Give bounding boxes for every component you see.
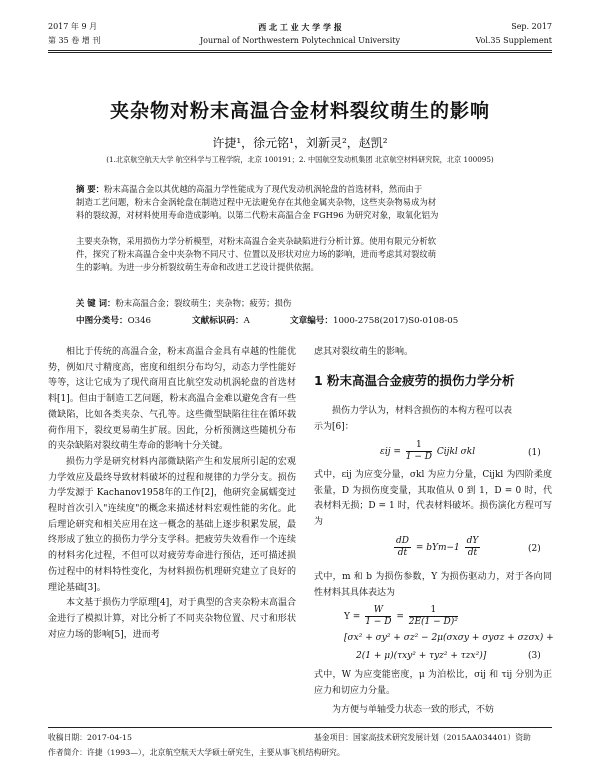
- equation-2-number: (2): [528, 544, 541, 554]
- left-column: [48, 345, 296, 643]
- abstract-line-6: 生的影响。为进一步分析裂纹萌生寿命和改进工艺设计提供依据。: [76, 262, 319, 272]
- keywords-label: 关 键 词：: [76, 298, 116, 308]
- header-date-left: 2017 年 9 月: [48, 22, 98, 31]
- abstract-line-1: 摘 要：粉末高温合金以其优越的高温力学性能成为了现代发动机涡轮盘的首选材料，然而由于: [76, 184, 423, 194]
- header-rule-bottom: [48, 52, 552, 53]
- intro-paragraph-3: 本文基于损伤力学原理[4]，对于典型的含夹杂粉末高温合金进行了模拟计算，对比分析了不同夹杂物位置、尺寸和形状对应力场的影响[5]，进而考: [48, 598, 296, 640]
- abstract-line-2: 制造工艺问题，粉末合金涡轮盘在制造过程中无法避免存在其他金属夹杂物，这些夹杂物易成为材: [76, 197, 437, 207]
- footnote-rule: [48, 727, 552, 728]
- equation-1: εij = $\frac{1}{1 - D}$ Cijkl σkl: [380, 440, 476, 462]
- intro-paragraph-1: 相比于传统的高温合金，粉末高温合金具有卓越的性能优势，例如尺寸精度高，密度和组织分布均匀，动态力学性能好等等，这让它成为了现代商用直比航空发动机涡轮盘的首选材料[1]。但由于制造工艺问题，粉末高温合金难以避免含有一些微缺陷，比如各类夹杂、气孔等。这些微型缺陷往往在循环载荷作用下，裂纹更易萌生扩展。因此，分析预测这些随机分布的夹杂缺陷对裂纹萌生寿命的影响十分关键。: [48, 347, 296, 452]
- right-column-last-line: 为方便与单轴受力状态一致的形式，不妨: [332, 705, 495, 715]
- header-volume-left: 第 35 卷 增 刊: [48, 36, 101, 45]
- paper-authors: 许捷¹，徐元铭¹，刘新灵²，赵凯²: [212, 136, 388, 150]
- header-journal-en: Journal of Northwestern Polytechnical University: [199, 36, 401, 45]
- abstract-line-5: 件，探究了粉末高温合金中夹杂物不同尺寸、位置以及形状对应力场的影响，进而考虑其对裂纹萌: [76, 249, 437, 259]
- intro-paragraph-2: 损伤力学是研究材料内部微缺陷产生和发展所引起的宏观力学效应及最终导致材料破坏的过程和规律的力学分支。损伤力学发源于 Kachanov1958年的工作[2]，他研究金属蠕变过程时首次引入"连续度"的概念来描述材料宏观性能的劣化。此后理论研究和相关应用在这一概念的基础上逐步积累发展，最终形成了独立的损伤力学分支学科。把疲劳失效看作一个连续的材料劣化过程，不但可以对疲劳寿命进行预估，还可描述损伤过程中的材料特性变化，为材料损伤机理研究建立了良好的理论基础[3]。: [48, 456, 296, 593]
- paper-title: 夹杂物对粉末高温合金材料裂纹萌生的影响: [109, 100, 490, 122]
- keywords: [76, 297, 536, 309]
- equation-1-number: (1): [528, 448, 541, 458]
- abstract-line-4: 主要夹杂物，采用损伤力学分析模型，对粉末高温合金夹杂缺陷进行分析计算。使用有限元分析软: [76, 236, 437, 246]
- eq1-explanation: 式中，εij 为应变分量，σkl 为应力分量，Cijkl 为四阶柔度张量，D 为损伤度变量，其取值从 0 到 1，D = 0 时，代表材料无损；D = 1 时，代表材料破坏。损伤演化方程可写为: [314, 470, 552, 528]
- abstract-line-3: 料的裂纹源，对材料使用寿命造成影响。以第二代粉末高温合金 FGH96 为研究对象，取氧化铝为: [76, 210, 439, 220]
- header-volume-right: Vol.35 Supplement: [475, 36, 552, 45]
- equation-2: $\frac{dD}{dt}$ = bYm−1 $\frac{dY}{dt}$: [396, 536, 479, 558]
- right-column-top: 虑其对裂纹萌生的影响。: [314, 347, 414, 357]
- equation-3-line-1: Y = $\frac{W}{1 - D}$ = $\frac{1}{\text{2E(1 − D)²}}$: [344, 605, 458, 627]
- section-1-title: 1 粉末高温合金疲劳的损伤力学分析: [314, 373, 515, 388]
- paper-affiliation: (1.北京航空航天大学 航空科学与工程学院，北京 100191；2. 中国航空发动机集团 北京航空材料研究院，北京 100095): [106, 155, 494, 164]
- header-journal-cn: 西 北 工 业 大 学 学 报: [258, 22, 342, 32]
- keywords-text: 粉末高温合金；裂纹萌生；夹杂物；疲劳；损伤: [115, 298, 292, 308]
- equation-3-line-2: [σx² + σy² + σz² − 2μ(σxσy + σyσz + σzσx) +: [344, 633, 554, 643]
- document-code: 文献标识码：A: [192, 316, 250, 326]
- clc-number: 中图分类号：O346: [76, 316, 152, 326]
- header-rule-top: [48, 50, 552, 51]
- header-date-right: Sep. 2017: [511, 22, 552, 31]
- abstract-label: 摘 要：: [76, 184, 105, 194]
- equation-3-number: (3): [528, 651, 541, 661]
- footnote-author: 作者简介：许捷（1993—），北京航空航天大学硕士研究生，主要从事飞机结构研究。: [48, 748, 345, 757]
- equation-3-line-3: 2(1 + μ)(τxy² + τyz² + τzx²)]: [356, 651, 487, 661]
- footnote-received: 收稿日期：2017-04-15: [48, 733, 132, 742]
- eq2-explanation: 式中，m 和 b 为损伤参数，Y 为损伤驱动力，对于各向同性材料其具体表达为: [314, 572, 552, 598]
- eq3-explanation: 式中，W 为应变能密度，μ 为泊松比，σij 和 τij 分别为正应力和切应力分量。: [314, 670, 552, 696]
- article-number: 文章编号：1000-2758(2017)S0-0108-05: [290, 316, 459, 326]
- damage-intro: 损伤力学认为，材料含损伤的本构方程可以表 示为[6]：: [314, 406, 513, 432]
- footnote-fund: 基金项目：国家高技术研究发展计划（2015AA034401）资助: [314, 733, 531, 742]
